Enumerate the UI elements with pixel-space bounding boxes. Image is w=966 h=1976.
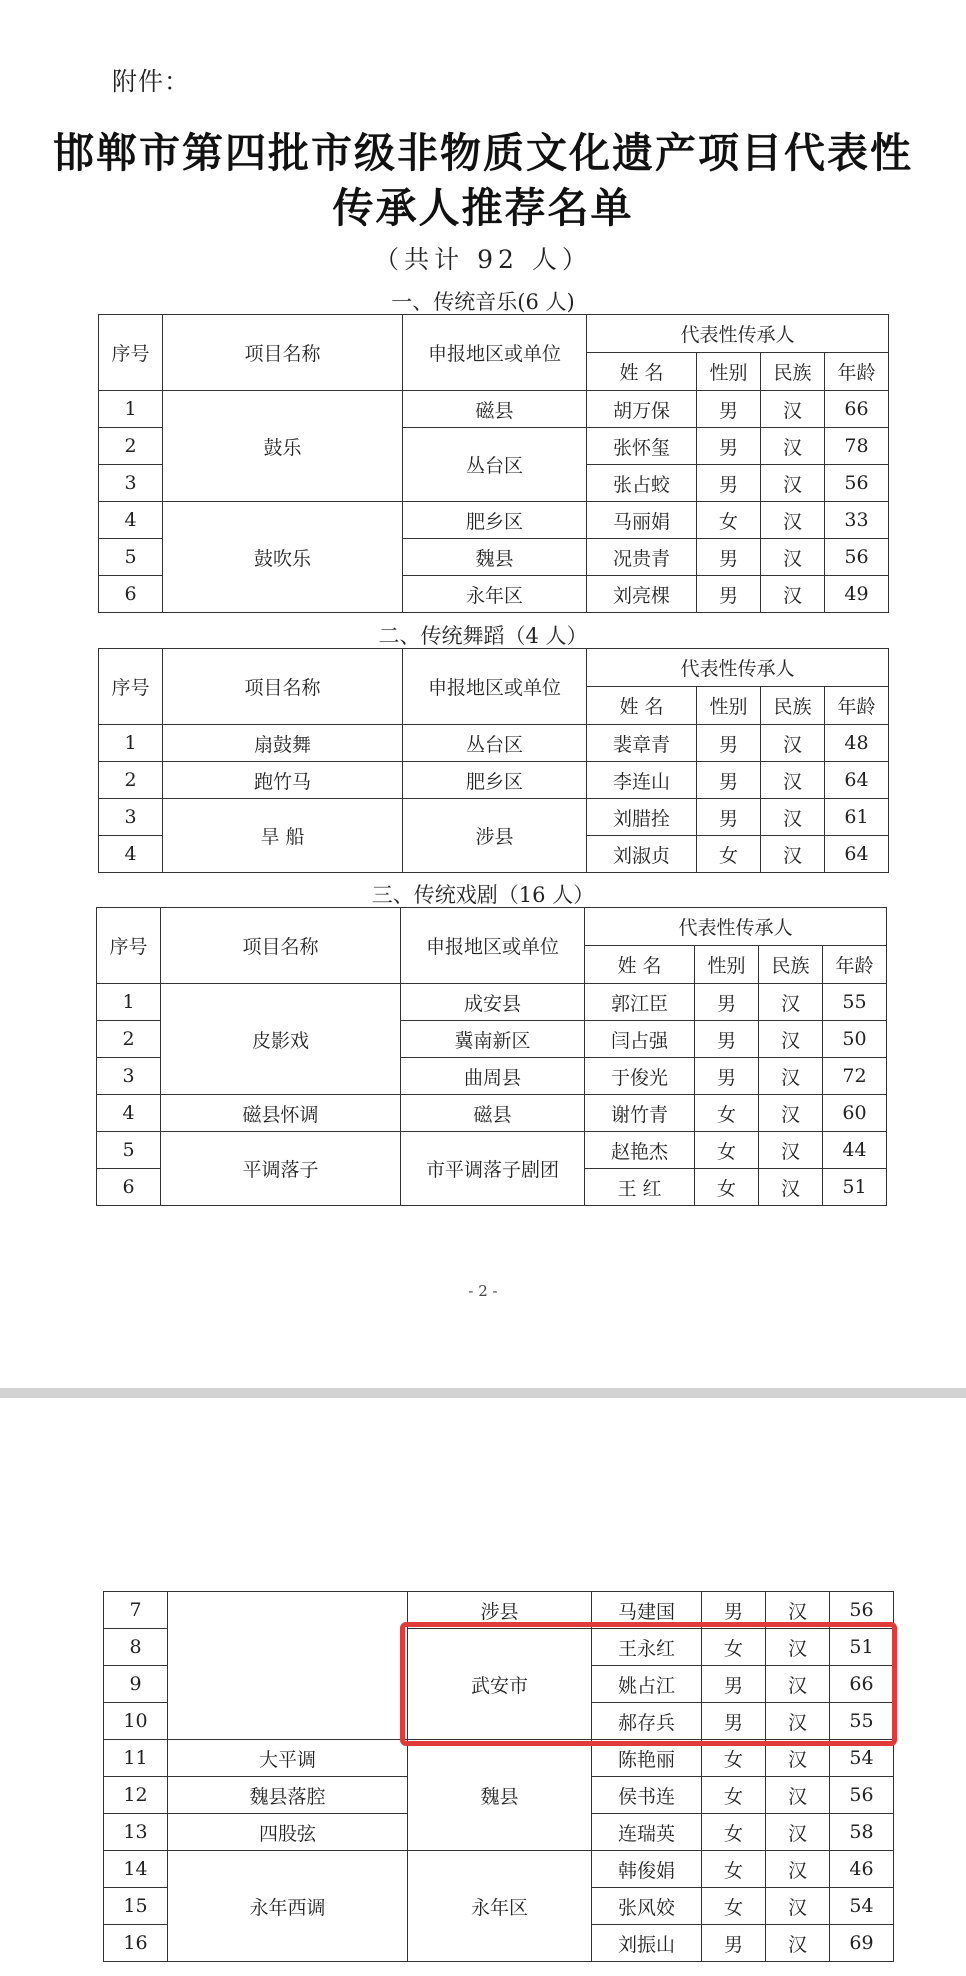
cell-seq: 12 [104,1777,168,1814]
header-gender: 性别 [695,946,759,984]
cell-region: 成安县 [401,984,585,1021]
cell-name: 刘振山 [592,1925,702,1962]
cell-gender: 女 [702,1814,766,1851]
cell-project: 跑竹马 [163,762,403,799]
table-row [99,762,889,799]
header-ethnicity: 民族 [759,946,823,984]
cell-gender: 男 [697,799,761,836]
cell-ethnicity: 汉 [761,502,825,539]
cell-name: 王永红 [592,1629,702,1666]
cell-name: 况贵青 [587,539,697,576]
cell-gender: 男 [697,539,761,576]
cell-name: 马丽娟 [587,502,697,539]
cell-ethnicity: 汉 [766,1629,830,1666]
section-heading-dance: 二、传统舞蹈（4 人） [378,624,588,648]
cell-gender: 男 [702,1592,766,1629]
header-name: 姓 名 [587,687,697,725]
cell-ethnicity: 汉 [766,1888,830,1925]
header-inheritor: 代表性传承人 [587,315,889,353]
cell-gender: 女 [702,1629,766,1666]
cell-seq: 1 [99,391,163,428]
cell-age: 48 [825,725,889,762]
header-ethnicity: 民族 [761,687,825,725]
cell-project: 扇鼓舞 [163,725,403,762]
cell-region: 永年区 [408,1851,592,1962]
cell-ethnicity: 汉 [761,799,825,836]
table-row [99,725,889,762]
table-traditional-music [98,314,889,613]
cell-ethnicity: 汉 [766,1777,830,1814]
cell-project: 平调落子 [161,1132,401,1206]
table-row [99,391,889,428]
cell-gender: 男 [697,576,761,613]
cell-region: 曲周县 [401,1058,585,1095]
cell-ethnicity: 汉 [766,1814,830,1851]
header-inheritor: 代表性传承人 [587,649,889,687]
cell-ethnicity: 汉 [759,1095,823,1132]
cell-name: 张怀玺 [587,428,697,465]
cell-gender: 男 [697,762,761,799]
header-age: 年龄 [825,687,889,725]
cell-age: 78 [825,428,889,465]
cell-seq: 13 [104,1814,168,1851]
cell-name: 胡万保 [587,391,697,428]
table-row [97,1132,887,1169]
cell-ethnicity: 汉 [761,836,825,873]
cell-seq: 2 [99,762,163,799]
header-project: 项目名称 [163,649,403,725]
cell-age: 56 [825,539,889,576]
cell-project: 魏县落腔 [168,1777,408,1814]
header-age: 年龄 [825,353,889,391]
cell-region: 魏县 [403,539,587,576]
cell-seq: 6 [97,1169,161,1206]
cell-seq: 7 [104,1592,168,1629]
table-row [99,502,889,539]
cell-age: 61 [825,799,889,836]
cell-name: 郝存兵 [592,1703,702,1740]
cell-project [168,1592,408,1740]
attachment-label: 附件： [112,67,191,96]
cell-project: 鼓吹乐 [163,502,403,613]
page-divider [0,1388,966,1398]
cell-ethnicity: 汉 [761,576,825,613]
cell-region: 冀南新区 [401,1021,585,1058]
header-project: 项目名称 [161,908,401,984]
cell-name: 张风姣 [592,1888,702,1925]
cell-age: 49 [825,576,889,613]
header-gender: 性别 [697,353,761,391]
cell-age: 56 [830,1592,894,1629]
cell-age: 56 [825,465,889,502]
cell-name: 侯书连 [592,1777,702,1814]
cell-name: 闫占强 [585,1021,695,1058]
header-name: 姓 名 [587,353,697,391]
cell-seq: 9 [104,1666,168,1703]
cell-project: 鼓乐 [163,391,403,502]
cell-name: 于俊光 [585,1058,695,1095]
cell-age: 54 [830,1740,894,1777]
cell-seq: 2 [99,428,163,465]
cell-age: 66 [825,391,889,428]
cell-name: 刘淑贞 [587,836,697,873]
cell-age: 69 [830,1925,894,1962]
cell-region: 丛台区 [403,725,587,762]
cell-gender: 男 [695,984,759,1021]
cell-ethnicity: 汉 [759,984,823,1021]
cell-gender: 女 [702,1740,766,1777]
cell-age: 64 [825,762,889,799]
header-ethnicity: 民族 [761,353,825,391]
cell-age: 58 [830,1814,894,1851]
cell-name: 郭江臣 [585,984,695,1021]
cell-age: 44 [823,1132,887,1169]
cell-age: 64 [825,836,889,873]
cell-gender: 男 [695,1058,759,1095]
cell-name: 刘亮棵 [587,576,697,613]
header-gender: 性别 [697,687,761,725]
section-heading-drama: 三、传统戏剧（16 人） [371,883,595,907]
cell-name: 姚占江 [592,1666,702,1703]
header-seq: 序号 [99,315,163,391]
cell-gender: 女 [697,502,761,539]
cell-seq: 4 [99,836,163,873]
cell-region: 肥乡区 [403,502,587,539]
cell-ethnicity: 汉 [766,1592,830,1629]
cell-seq: 5 [99,539,163,576]
cell-age: 51 [830,1629,894,1666]
cell-name: 张占蛟 [587,465,697,502]
cell-gender: 男 [695,1021,759,1058]
cell-region: 涉县 [403,799,587,873]
header-project: 项目名称 [163,315,403,391]
cell-gender: 女 [697,836,761,873]
cell-ethnicity: 汉 [759,1021,823,1058]
cell-ethnicity: 汉 [761,762,825,799]
cell-age: 66 [830,1666,894,1703]
cell-seq: 14 [104,1851,168,1888]
header-seq: 序号 [97,908,161,984]
cell-gender: 男 [697,428,761,465]
header-age: 年龄 [823,946,887,984]
cell-region: 磁县 [401,1095,585,1132]
cell-name: 马建国 [592,1592,702,1629]
cell-ethnicity: 汉 [761,725,825,762]
cell-ethnicity: 汉 [766,1703,830,1740]
cell-seq: 8 [104,1629,168,1666]
cell-age: 50 [823,1021,887,1058]
cell-seq: 1 [99,725,163,762]
cell-ethnicity: 汉 [766,1740,830,1777]
table-row [104,1851,894,1888]
cell-age: 55 [823,984,887,1021]
table-traditional-drama [96,907,887,1206]
cell-gender: 男 [697,391,761,428]
cell-gender: 男 [697,465,761,502]
header-region: 申报地区或单位 [401,908,585,984]
cell-region: 磁县 [403,391,587,428]
cell-age: 55 [830,1703,894,1740]
cell-age: 60 [823,1095,887,1132]
cell-seq: 16 [104,1925,168,1962]
cell-ethnicity: 汉 [766,1925,830,1962]
header-region: 申报地区或单位 [403,649,587,725]
cell-name: 王 红 [585,1169,695,1206]
cell-age: 46 [830,1851,894,1888]
cell-age: 54 [830,1888,894,1925]
cell-age: 72 [823,1058,887,1095]
cell-seq: 2 [97,1021,161,1058]
cell-region: 永年区 [403,576,587,613]
cell-ethnicity: 汉 [766,1666,830,1703]
cell-gender: 男 [702,1703,766,1740]
cell-seq: 15 [104,1888,168,1925]
cell-name: 陈艳丽 [592,1740,702,1777]
cell-region: 武安市 [408,1629,592,1740]
cell-project: 旱 船 [163,799,403,873]
cell-seq: 4 [97,1095,161,1132]
table-row [99,799,889,836]
cell-name: 裴章青 [587,725,697,762]
header-seq: 序号 [99,649,163,725]
cell-name: 韩俊娟 [592,1851,702,1888]
cell-project: 皮影戏 [161,984,401,1095]
cell-region: 魏县 [408,1740,592,1851]
cell-gender: 男 [702,1925,766,1962]
header-name: 姓 名 [585,946,695,984]
cell-ethnicity: 汉 [761,539,825,576]
cell-region: 市平调落子剧团 [401,1132,585,1206]
page-number: - 2 - [468,1282,498,1300]
cell-name: 谢竹青 [585,1095,695,1132]
cell-gender: 女 [695,1132,759,1169]
cell-ethnicity: 汉 [766,1851,830,1888]
document-title-line2: 传承人推荐名单 [332,184,634,232]
cell-gender: 女 [702,1888,766,1925]
cell-age: 33 [825,502,889,539]
cell-seq: 10 [104,1703,168,1740]
table-traditional-dance [98,648,889,873]
cell-gender: 女 [695,1095,759,1132]
cell-gender: 女 [702,1777,766,1814]
cell-seq: 6 [99,576,163,613]
section-heading-music: 一、传统音乐(6 人) [391,290,575,314]
header-inheritor: 代表性传承人 [585,908,887,946]
table-row [97,984,887,1021]
cell-gender: 男 [702,1666,766,1703]
cell-region: 涉县 [408,1592,592,1629]
cell-gender: 女 [702,1851,766,1888]
cell-project: 永年西调 [168,1851,408,1962]
cell-ethnicity: 汉 [761,391,825,428]
cell-name: 刘腊拴 [587,799,697,836]
document-title-line1: 邯郸市第四批市级非物质文化遗产项目代表性 [53,129,913,177]
cell-seq: 4 [99,502,163,539]
highlight-annotation-box [400,1622,897,1746]
table-row [97,1095,887,1132]
cell-seq: 5 [97,1132,161,1169]
cell-seq: 3 [99,799,163,836]
cell-ethnicity: 汉 [759,1132,823,1169]
cell-name: 赵艳杰 [585,1132,695,1169]
cell-ethnicity: 汉 [761,465,825,502]
cell-seq: 11 [104,1740,168,1777]
cell-seq: 3 [99,465,163,502]
cell-name: 李连山 [587,762,697,799]
cell-name: 连瑞英 [592,1814,702,1851]
cell-seq: 3 [97,1058,161,1095]
cell-ethnicity: 汉 [761,428,825,465]
total-count: （共计 92 人） [374,245,592,274]
cell-age: 56 [830,1777,894,1814]
cell-region: 丛台区 [403,428,587,502]
cell-project: 磁县怀调 [161,1095,401,1132]
header-region: 申报地区或单位 [403,315,587,391]
cell-gender: 男 [697,725,761,762]
cell-ethnicity: 汉 [759,1058,823,1095]
cell-gender: 女 [695,1169,759,1206]
cell-seq: 1 [97,984,161,1021]
cell-age: 51 [823,1169,887,1206]
cell-project: 四股弦 [168,1814,408,1851]
cell-region: 肥乡区 [403,762,587,799]
cell-project: 大平调 [168,1740,408,1777]
cell-ethnicity: 汉 [759,1169,823,1206]
